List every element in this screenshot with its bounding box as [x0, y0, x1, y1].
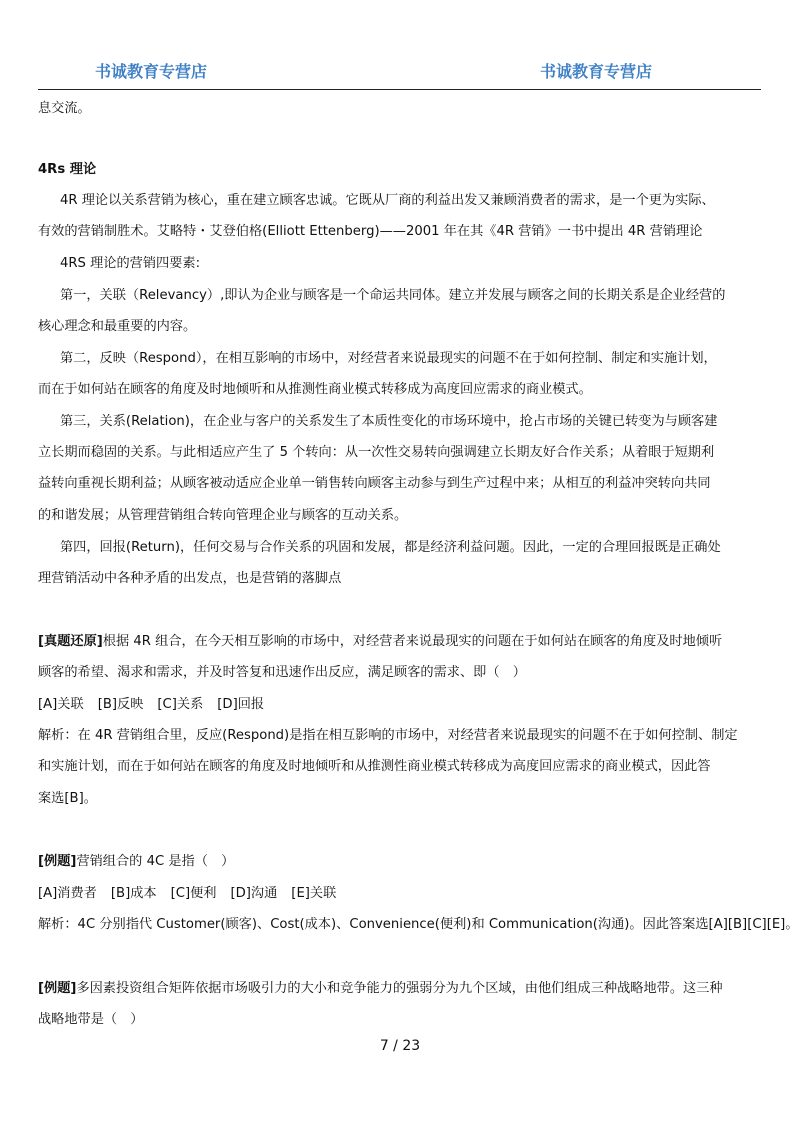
question-3-stem: [38, 979, 723, 999]
question-1-analysis: 解析：在 4R 营销组合里，反应(Respond)是指在相互影响的市场中，对经营者来说最现实的问题不在于如何控制、制定: [38, 728, 738, 743]
text-line: 有效的营销制胜术。艾略特・艾登伯格(Elliott Ettenberg)——2001 年在其《4R 营销》一书中提出 4R 营销理论: [38, 224, 703, 239]
option-e: [E]关联: [291, 886, 337, 901]
header-shop-name-left: 书诚教育专营店: [95, 62, 208, 81]
question-1-options: [38, 695, 278, 715]
text-line: 4R 理论以关系营销为核心，重在建立顾客忠诚。它既从厂商的利益出发又兼顾消费者的需求，是一个更为实际、: [60, 193, 715, 208]
question-1-stem-cont: 顾客的希望、渴求和需求，并及时答复和迅速作出反应，满足顾客的需求、即（ ）: [38, 665, 526, 680]
text-line: 第一，关联（Relevancy）,即认为企业与顾客是一个命运共同体。建立并发展与顾客之间的长期关系是企业经营的: [60, 288, 726, 303]
text-line: 而在于如何站在顾客的角度及时地倾听和从推测性商业模式转移成为高度回应需求的商业模式。: [38, 382, 592, 397]
question-1-text: 根据 4R 组合，在今天相互影响的市场中，对经营者来说最现实的问题在于如何站在顾客的角度及时地倾听: [102, 634, 723, 649]
text-line: 核心理念和最重要的内容。: [38, 319, 197, 334]
option-c: [C]便利: [170, 886, 217, 901]
question-1-analysis: 和实施计划，而在于如何站在顾客的角度及时地倾听和从推测性商业模式转移成为高度回应需求的商业模式，因此答: [38, 759, 711, 774]
question-2-options: [38, 884, 350, 904]
text-line: 益转向重视长期利益；从顾客被动适应企业单一销售转向顾客主动参与到生产过程中来；从相互的利益冲突转向共同: [38, 476, 711, 491]
option-c: [C]关系: [157, 697, 204, 712]
text-line: 第二，反映（Respond），在相互影响的市场中，对经营者来说最现实的问题不在于如何控制、制定和实施计划，: [60, 351, 717, 366]
question-2-text: 营销组合的 4C 是指（ ）: [76, 854, 235, 869]
text-line: 息交流。: [38, 101, 91, 116]
text-line: 理营销活动中各种矛盾的出发点，也是营销的落脚点: [38, 571, 342, 586]
question-1-analysis: 案选[B]。: [38, 791, 97, 806]
text-line: 第三，关系(Relation)，在企业与客户的关系发生了本质性变化的市场环境中，抢占市场的关键已转变为与顾客建: [60, 414, 718, 429]
section-heading: 4Rs 理论: [38, 162, 97, 177]
question-2-stem: [38, 852, 234, 872]
text-line: 4RS 理论的营销四要素:: [60, 256, 201, 271]
option-b: [B]成本: [110, 886, 157, 901]
option-d: [D]回报: [217, 697, 265, 712]
question-1-tag: [真题还原]: [38, 634, 103, 649]
page-number: 7 / 23: [379, 1038, 421, 1054]
option-a: [A]消费者: [38, 886, 97, 901]
header-shop-name-right: 书诚教育专营店: [540, 62, 653, 81]
text-line: 立长期而稳固的关系。与此相适应产生了 5 个转向：从一次性交易转向强调建立长期友好合作关系；从着眼于短期利: [38, 445, 715, 460]
question-3-tag: [例题]: [38, 981, 77, 996]
option-b: [B]反映: [97, 697, 144, 712]
question-1-stem: [38, 632, 722, 652]
question-3-text: 多因素投资组合矩阵依据市场吸引力的大小和竞争能力的强弱分为九个区域，由他们组成三种战略地带。这三种: [76, 981, 723, 996]
question-3-stem-cont: 战略地带是（ ）: [38, 1012, 144, 1027]
text-line: 的和谐发展；从管理营销组合转向管理企业与顾客的互动关系。: [38, 508, 408, 523]
question-2-tag: [例题]: [38, 854, 77, 869]
header-divider: [38, 89, 761, 90]
text-line: 第四，回报(Return)，任何交易与合作关系的巩固和发展，都是经济利益问题。因此，一定的合理回报既是正确处: [60, 540, 721, 555]
question-2-analysis: 解析：4C 分别指代 Customer(顾客)、Cost(成本)、Convenience(便利)和 Communication(沟通)。因此答案选[A][B][C][E]。: [38, 917, 799, 932]
option-d: [D]沟通: [230, 886, 278, 901]
option-a: [A]关联: [38, 697, 84, 712]
